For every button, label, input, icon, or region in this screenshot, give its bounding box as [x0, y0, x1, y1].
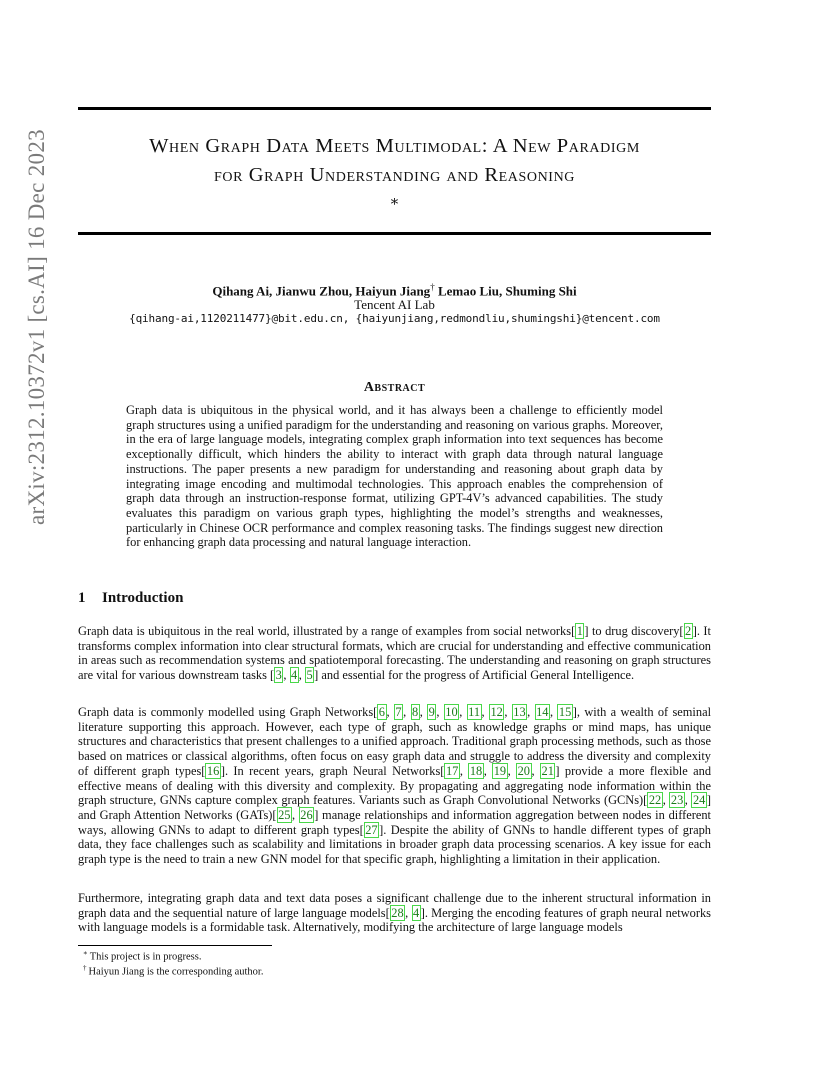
footnote-rule	[78, 945, 272, 946]
citation-link[interactable]: 23	[670, 793, 684, 808]
text-run: ] provide a more flexible and effective means of dealing with this diversity and complexity. By propagating and aggregating node information within the graph structure, GNNs capture complex graph features. Variants such as Graph Convolutional Networks (GCNs)[	[78, 763, 712, 808]
title-line-2: for Graph Understanding and Reasoning	[214, 164, 575, 186]
citation-link[interactable]: 25	[278, 807, 291, 822]
footnote-marker: †	[83, 964, 87, 972]
affiliation: Tencent AI Lab	[354, 297, 435, 312]
text-run: Furthermore, integrating graph data and text data poses a significant challenge due to the inherent structural information in graph data and the sequential nature of large language models[	[78, 891, 711, 920]
abstract-text: Graph data is ubiquitous in the physical world, and it has always been a challenge to efficiently model graph structures using a unified paradigm for the understanding and reasoning on various graphs. Moreover, in the era of large language models, integrating complex graph information into text sequences has become exceptionally difficult, which hinders the ability to interact with graph data through natural language instructions. The paper presents a new paradigm for understanding and reasoning about graph data by integrating image encoding and multimodal technologies. This approach enables the comprehension of graph data through an instruction-response format, utilizing GPT-4V’s advanced capabilities. The study evaluates this paradigm on various graph types, highlighting the model’s strengths and weaknesses, particularly in Chinese OCR performance and complex reasoning tasks. The findings suggest new direction for enhancing graph data processing and natural language interaction.	[126, 403, 663, 550]
title-rule-top	[78, 107, 711, 110]
citation-link[interactable]: 27	[365, 822, 378, 837]
citation-link[interactable]: 10	[445, 705, 458, 719]
citation-link[interactable]: 21	[541, 763, 554, 778]
footnote-2	[83, 964, 263, 978]
citation-link[interactable]: 24	[692, 793, 706, 808]
author-names: Qihang Ai, Jianwu Zhou, Haiyun Jiang	[212, 283, 431, 299]
paper-title	[78, 132, 711, 190]
arxiv-identifier[interactable]: arXiv:2312.10372v1 [cs.AI] 16 Dec 2023	[24, 129, 49, 525]
citation-group: 22 , 23 , 24	[648, 793, 706, 808]
text-run: ]. Merging the encoding features of graph neural networks with language models is a formidable task. Alternatively, modifying the architecture of large language models	[78, 905, 711, 935]
paragraph-2	[78, 705, 711, 867]
citation-link[interactable]: 15	[558, 705, 572, 719]
citation-link[interactable]: 2	[685, 624, 692, 638]
title-rule-bottom	[78, 232, 711, 235]
citation-link[interactable]: 4	[291, 668, 298, 683]
citation-link[interactable]: 26	[300, 807, 313, 822]
citation-link[interactable]: 28	[391, 905, 404, 920]
section-heading-introduction	[78, 590, 183, 607]
citation-link[interactable]: 4	[413, 905, 420, 920]
citation-link[interactable]: 17	[445, 763, 459, 778]
corresponding-author-marker[interactable]: †	[430, 282, 435, 292]
citation-link[interactable]: 19	[493, 763, 507, 778]
text-run: ] manage relationships and information aggregation between nodes in different ways, allowing GNNs to adapt to different graph types[	[78, 807, 711, 837]
footnote-marker: ∗	[83, 949, 88, 957]
citation-link[interactable]: 9	[428, 705, 435, 719]
title-line-1: When Graph Data Meets Multimodal: A New Paradigm	[149, 135, 640, 157]
abstract-heading: Abstract	[363, 380, 426, 395]
citation-link[interactable]: 12	[490, 705, 503, 719]
author-names-rest: Lemao Liu, Shuming Shi	[434, 283, 577, 299]
section-number: 1	[78, 590, 86, 606]
title-footnote-marker[interactable]: ∗	[389, 194, 400, 210]
citation-link[interactable]: 1	[576, 624, 583, 638]
citation-link[interactable]: 11	[468, 705, 481, 719]
text-run: ], with a wealth of seminal literature supporting this approach. However, each type of graph, such as knowledge graphs or mind maps, has unique structures and characteristics that present challenges to a unified approach. Traditional graph processing methods, such as those based on matrices or classical algorithms, often focus on easy graph data and struggle to address the diversity and complexity of different graph types[	[78, 705, 712, 778]
citation-link[interactable]: 18	[469, 763, 483, 778]
text-run: . It transforms complex information into clear structural formats, which are crucial for understanding and effective communication in areas such as recommendation systems and spatiotemporal forecasting. The understanding and reasoning on graph structures are vital for various downstream tasks [	[78, 624, 711, 683]
paragraph-3: Furthermore, integrating graph data and text data poses a significant challenge due to the inherent structural information in graph data and the sequential nature of large language models[ 28 , 4 ]. Merging the encoding features of graph neural networks with language models is a formidable task. Alternatively, modifying the architecture of large language models	[78, 891, 711, 935]
citation-link[interactable]: 5	[306, 668, 313, 683]
text-run: ] and Graph Attention Networks (GATs)[	[78, 793, 711, 822]
citation-link[interactable]: 8	[412, 705, 419, 719]
citation-group: 25 , 26	[278, 807, 313, 822]
section-title: Introduction	[102, 590, 184, 606]
footnote-1	[83, 949, 201, 963]
citation-link[interactable]: 13	[513, 705, 526, 719]
citation-link[interactable]: 22	[648, 793, 662, 808]
citation-link[interactable]: 20	[517, 763, 530, 778]
footnote-text: This project is in progress.	[89, 951, 202, 963]
citation-link[interactable]: 16	[206, 763, 220, 778]
citation-link[interactable]: 7	[395, 705, 402, 719]
citation-link[interactable]: 3	[275, 668, 282, 683]
citation-link[interactable]: 6	[378, 705, 385, 719]
footnote-text: Haiyun Jiang is the corresponding author.	[88, 966, 264, 978]
text-run: ]. Despite the ability of GNNs to handle different types of graph data, they face challenges such as scalability and limitations in broader graph data processing scenarios. A key issue for each graph type is the need to train a new GNN model for that specific graph, highlighting a limitation in their application.	[78, 822, 712, 867]
text-run: ]. In recent years, graph Neural Networks[	[220, 763, 445, 778]
author-emails: {qihang-ai,1120211477}@bit.edu.cn, {haiyunjiang,redmondliu,shumingshi}@tencent.com	[129, 312, 660, 325]
paragraph-1: Graph data is ubiquitous in the real world, illustrated by a range of examples from social networks[ 1 ] to drug discovery[ 2 ]. It transforms complex information into clear structural formats, which are crucial for understanding and effective communication in areas such as recommendation systems and spatiotemporal forecasting. The understanding and reasoning on graph structures are vital for various downstream tasks [ 3 , 4 , 5 ] and essential for the progress of Artificial General Intelligence.	[78, 624, 711, 683]
citation-link[interactable]: 14	[536, 705, 549, 719]
text-run: Graph data is commonly modelled using Graph Networks[	[78, 705, 378, 719]
text-run: to drug discovery	[588, 624, 680, 638]
citation-group: 17 , 18 , 19 , 20 , 21	[445, 763, 554, 778]
text-run: ] and essential for the progress of Artificial General Intelligence.	[314, 668, 635, 683]
citation-group: 6 , 7 , 8 , 9 , 10 , 11 , 12 , 13 , 14 , 15	[378, 705, 572, 719]
text-run: Graph data is ubiquitous in the real world, illustrated by a range of examples from social networks	[78, 624, 572, 638]
